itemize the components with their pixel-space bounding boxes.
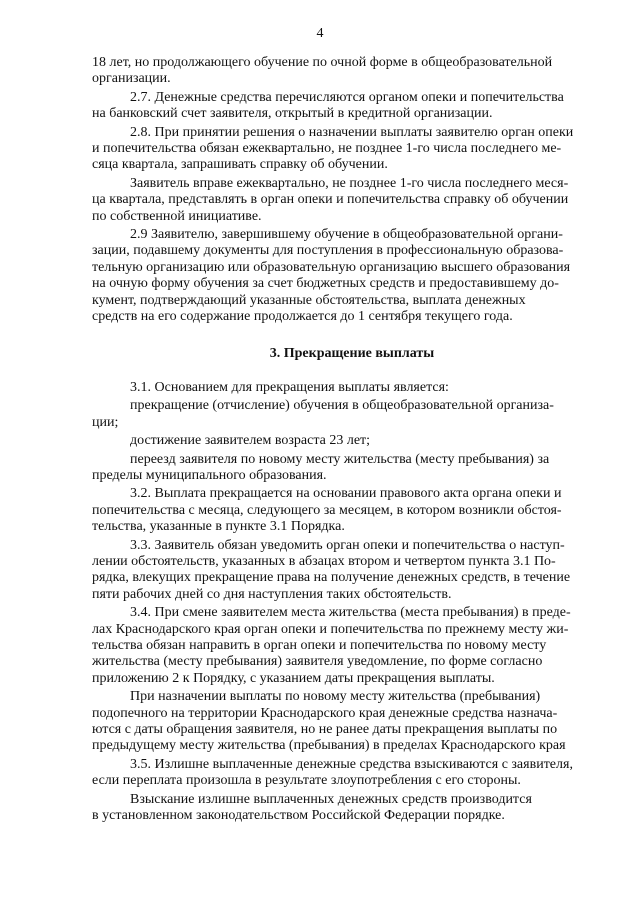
paragraph bbox=[92, 125, 612, 174]
text-line: зации, подавшему документы для поступления в профессиональную образова- bbox=[92, 243, 564, 259]
text-line: тельную организацию или образовательную организацию высшего образования bbox=[92, 259, 571, 275]
text-line: переезд заявителя по новому месту жительства (месту пребывания) за bbox=[130, 451, 550, 467]
paragraph bbox=[92, 538, 612, 604]
text-line: пяти рабочих дней со дня наступления таких обстоятельств. bbox=[92, 586, 452, 602]
text-line: 2.8. При принятии решения о назначении выплаты заявителю орган опеки bbox=[130, 124, 574, 140]
text-line: жительства (месту пребывания) заявителя уведомление, по форме согласно bbox=[92, 654, 543, 670]
text-line: 3.5. Излишне выплаченные денежные средства взыскиваются с заявителя, bbox=[130, 756, 573, 772]
text-line: прекращение (отчисление) обучения в общеобразовательной организа- bbox=[130, 398, 554, 414]
paragraph bbox=[92, 90, 612, 123]
paragraph bbox=[92, 398, 612, 431]
text-line: 3.3. Заявитель обязан уведомить орган опеки и попечительства о наступ- bbox=[130, 537, 565, 553]
document-body bbox=[92, 55, 612, 826]
paragraph bbox=[92, 433, 612, 449]
text-line: Заявитель вправе ежеквартально, не позднее 1-го числа последнего меся- bbox=[130, 175, 569, 191]
text-line: предыдущему месту жительства (пребывания) в пределах Краснодарского края bbox=[92, 738, 566, 754]
text-line: сяца квартала, запрашивать справку об обучении. bbox=[92, 157, 388, 173]
text-line: ются с даты обращения заявителя, но не ранее даты прекращения выплаты по bbox=[92, 722, 558, 738]
text-line: средств на его содержание продолжается до 1 сентября текущего года. bbox=[92, 309, 513, 325]
text-line: 3.2. Выплата прекращается на основании правового акта органа опеки и bbox=[130, 486, 562, 502]
text-line: 18 лет, но продолжающего обучение по очной форме в общеобразовательной bbox=[92, 55, 553, 70]
text-line: в установленном законодательством Российской Федерации порядке. bbox=[92, 808, 505, 824]
text-line: подопечного на территории Краснодарского края денежные средства назнача- bbox=[92, 705, 558, 721]
text-line: лении обстоятельств, указанных в абзацах втором и четвертом пункта 3.1 По- bbox=[92, 553, 556, 569]
text-line: 2.9 Заявителю, завершившему обучение в общеобразовательной органи- bbox=[130, 227, 563, 243]
text-line: 3.1. Основанием для прекращения выплаты является: bbox=[130, 379, 449, 395]
paragraph bbox=[92, 792, 612, 825]
text-line: тельства обязан направить в орган опеки и попечительства по новому месту bbox=[92, 638, 547, 653]
text-line: на банковский счет заявителя, открытый в кредитной организации. bbox=[92, 106, 493, 122]
paragraph bbox=[92, 55, 612, 88]
paragraph bbox=[92, 176, 612, 225]
paragraph bbox=[92, 452, 612, 485]
page-number: 4 bbox=[316, 26, 324, 41]
paragraph bbox=[92, 605, 612, 687]
text-line: При назначении выплаты по новому месту жительства (пребывания) bbox=[130, 689, 541, 705]
text-line: Взыскание излишне выплаченных денежных средств производится bbox=[130, 791, 532, 807]
section-2-continuation bbox=[92, 55, 612, 326]
paragraph bbox=[92, 227, 612, 325]
paragraph bbox=[92, 757, 612, 790]
text-line: по собственной инициативе. bbox=[92, 208, 262, 224]
paragraph bbox=[92, 486, 612, 535]
paragraph bbox=[92, 380, 612, 396]
text-line: приложению 2 к Порядку, с указанием даты прекращения выплаты. bbox=[92, 670, 495, 686]
text-line: организации. bbox=[92, 71, 171, 87]
text-line: кумент, подтверждающий указанные обстоятельства, выплата денежных bbox=[92, 292, 526, 308]
section-heading: 3. Прекращение выплаты bbox=[269, 345, 435, 361]
text-line: ца квартала, представлять в орган опеки и попечительства справку об обучении bbox=[92, 192, 569, 208]
text-line: если переплата произошла в результате злоупотребления с его стороны. bbox=[92, 773, 521, 789]
text-line: рядка, влекущих прекращение права на получение денежных средств, в течение bbox=[92, 570, 571, 586]
text-line: ции; bbox=[92, 414, 119, 430]
section-3-body bbox=[92, 380, 612, 825]
paragraph bbox=[92, 689, 612, 755]
text-line: лах Краснодарского края орган опеки и попечительства по прежнему месту жи- bbox=[92, 621, 569, 637]
text-line: попечительства с месяца, следующего за месяцем, в котором возникли обстоя- bbox=[92, 502, 562, 518]
text-line: пределы муниципального образования. bbox=[92, 467, 327, 483]
text-line: на очную форму обучения за счет бюджетных средств и предоставившему до- bbox=[92, 276, 559, 292]
text-line: тельства, указанные в пункте 3.1 Порядка. bbox=[92, 519, 345, 535]
text-line: и попечительства обязан ежеквартально, не позднее 1-го числа последнего ме- bbox=[92, 141, 562, 157]
text-line: 3.4. При смене заявителем места жительства (места пребывания) в преде- bbox=[130, 605, 571, 621]
text-line: достижение заявителем возраста 23 лет; bbox=[130, 433, 371, 449]
text-line: 2.7. Денежные средства перечисляются органом опеки и попечительства bbox=[130, 89, 564, 105]
